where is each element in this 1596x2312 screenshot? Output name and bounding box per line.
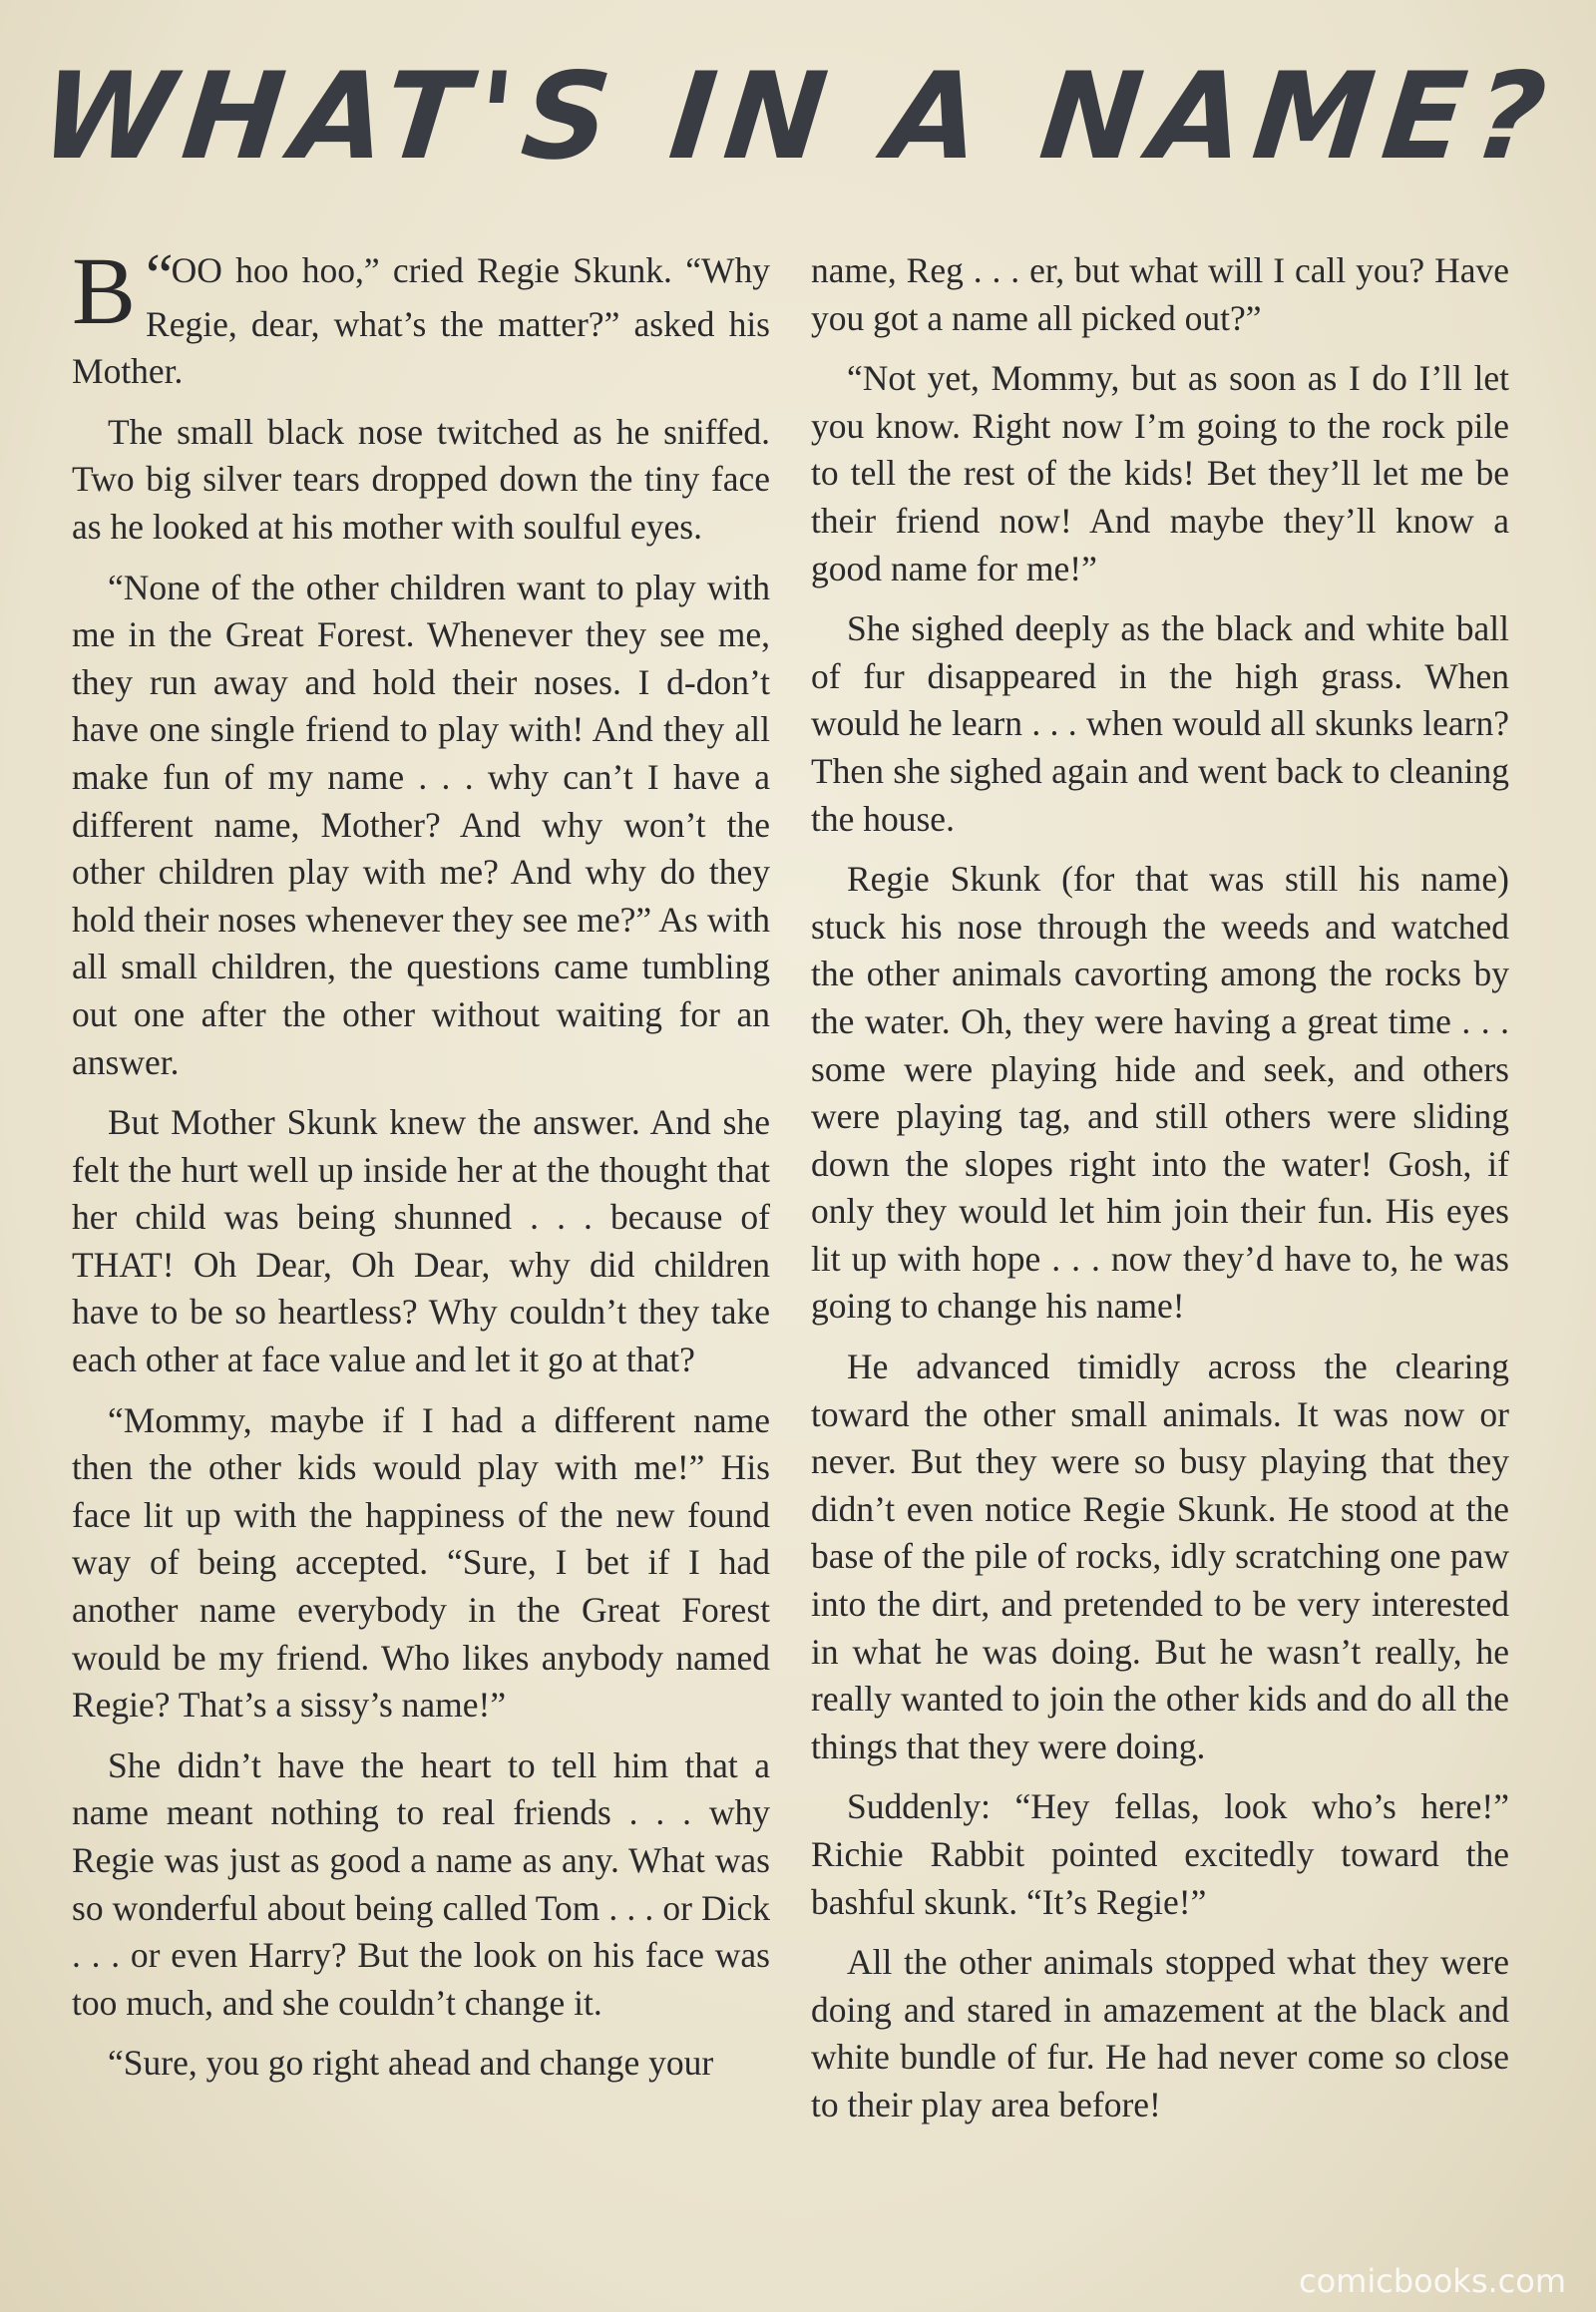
opening-paragraph [72, 237, 770, 396]
right-column [811, 247, 1509, 2142]
paragraph: “Mommy, maybe if I had a different name then the other kids would play with me!” His face lit up with the happiness of the new found way of being accepted. “Sure, I bet if I had another name everybody in the Great Forest would be my friend. Who likes anybody named Regie? That’s a sissy’s name!” [72, 1399, 770, 1726]
paragraph: “Not yet, Mommy, but as soon as I do I’ll let you know. Right now I’m going to the rock pile to tell the rest of the kids! Bet they’ll let me be their friend now! And maybe they’ll know a good name for me!” [811, 358, 1509, 588]
paragraph: He advanced timidly across the clearing toward the other small animals. It was now or never. But they were so busy playing that they didn’t even notice Regie Skunk. He stood at the base of the pile of rocks, idly scratching one paw into the dirt, and pretended to be very interested in what he was doing. But he wasn’t really, he really wanted to join the other kids and do all the things that they were doing. [811, 1347, 1509, 1766]
paragraph: But Mother Skunk knew the answer. And she felt the hurt well up inside her at the thought that her child was being shunned . . . because of THAT! Oh Dear, Oh Dear, why did children have to be so heartless? Why couldn’t they take each other at face value and let it go at that? [72, 1102, 770, 1380]
opening-text: OO hoo hoo,” cried Regie Skunk. “Why Regie, dear, what’s the matter?” asked his Mother. [72, 250, 770, 392]
watermark: comicbooks.com [1298, 2262, 1566, 2300]
page-title: WHAT'S IN A NAME? [34, 48, 1562, 187]
opening-quote: “ [146, 242, 168, 310]
paragraph: “None of the other children want to play with me in the Great Forest. Whenever they see me, they run away and hold their noses. I d-don’t have one single friend to play with! And they all make fun of my name . . . why can’t I have a different name, Mother? And why won’t the other children play with me? And why do they hold their noses whenever they see me?” As with all small children, the questions came tumbling out one after the other without waiting for an answer. [72, 567, 770, 1082]
paragraph: All the other animals stopped what they were doing and stared in amazement at the black and white bundle of fur. He had never come so close to their play area before! [811, 1942, 1509, 2124]
paragraph: “Sure, you go right ahead and change your [108, 2043, 714, 2084]
paragraph: name, Reg . . . er, but what will I call you? Have you got a name all picked out?” [811, 250, 1509, 338]
paragraph: Suddenly: “Hey fellas, look who’s here!” Richie Rabbit pointed excitedly toward the bashful skunk. “It’s Regie!” [811, 1786, 1509, 1922]
paragraph: She didn’t have the heart to tell him that a name meant nothing to real friends . . . why Regie was just as good a name as any. What was so wonderful about being called Tom . . . or Dick . . . or even Harry? But the look on his face was too much, and she couldn’t change it. [72, 1744, 770, 2023]
paragraph: Regie Skunk (for that was still his name) stuck his nose through the weeds and watched the other animals cavorting among the rocks by the water. Oh, they were having a great time . . . some were playing hide and seek, and others were playing tag, and still others were sliding down the slopes right into the water! Gosh, if only they would let him join their fun. His eyes lit up with hope . . . now they’d have to, he was going to change his name! [811, 859, 1509, 1327]
drop-cap: B [72, 237, 137, 344]
paragraph: She sighed deeply as the black and white ball of fur disappeared in the high grass. When would he learn . . . when would all skunks learn? Then she sighed again and went back to cleaning the house. [811, 608, 1509, 839]
left-column [72, 237, 770, 2101]
paragraph: The small black nose twitched as he sniffed. Two big silver tears dropped down the tiny face as he looked at his mother with soulful eyes. [72, 411, 770, 547]
